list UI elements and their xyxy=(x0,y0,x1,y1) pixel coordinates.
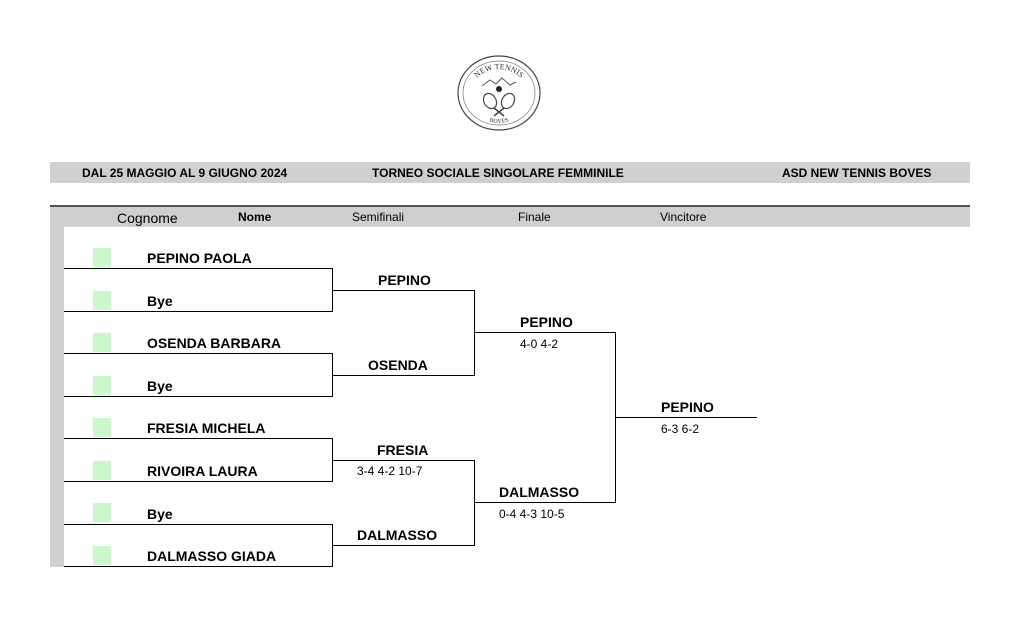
club-name: ASD NEW TENNIS BOVES xyxy=(782,166,932,180)
seed-box xyxy=(93,291,111,310)
player-name: Bye xyxy=(147,378,173,394)
player-name: OSENDA BARBARA xyxy=(147,335,282,351)
player-name: FRESIA MICHELA xyxy=(147,420,266,436)
semifinal-score: 3-4 4-2 10-7 xyxy=(357,464,423,478)
player-name: RIVOIRA LAURA xyxy=(147,463,258,479)
player-name: Bye xyxy=(147,293,173,309)
champion-name: PEPINO xyxy=(661,399,714,415)
column-name: Nome xyxy=(238,210,272,224)
player-name: PEPINO PAOLA xyxy=(147,250,252,266)
semifinal-name: DALMASSO xyxy=(357,527,438,543)
column-final: Finale xyxy=(518,210,551,224)
semifinal-name: PEPINO xyxy=(378,272,431,288)
tournament-dates: DAL 25 MAGGIO AL 9 GIUGNO 2024 xyxy=(82,166,288,180)
champion-score: 6-3 6-2 xyxy=(661,422,700,436)
final-name: PEPINO xyxy=(520,314,573,330)
final-score: 0-4 4-3 10-5 xyxy=(499,507,565,521)
player-name: Bye xyxy=(147,506,173,522)
final-score: 4-0 4-2 xyxy=(520,337,559,351)
final-name: DALMASSO xyxy=(499,484,580,500)
column-semifinal: Semifinali xyxy=(352,210,405,224)
seed-box xyxy=(93,376,111,395)
svg-text:NEW TENNIS: NEW TENNIS xyxy=(472,62,526,80)
semifinal-name: OSENDA xyxy=(368,357,428,373)
svg-text:BOVES: BOVES xyxy=(488,117,510,126)
semifinal-name: FRESIA xyxy=(377,442,429,458)
seed-box xyxy=(93,418,111,437)
column-surname: Cognome xyxy=(117,210,178,226)
player-name: DALMASSO GIADA xyxy=(147,548,277,564)
seed-box xyxy=(93,546,111,565)
column-winner: Vincitore xyxy=(660,210,707,224)
seed-box xyxy=(93,248,111,267)
seed-box xyxy=(93,333,111,352)
seed-box xyxy=(93,503,111,522)
seed-box xyxy=(93,461,111,480)
tournament-title: TORNEO SOCIALE SINGOLARE FEMMINILE xyxy=(372,166,624,180)
